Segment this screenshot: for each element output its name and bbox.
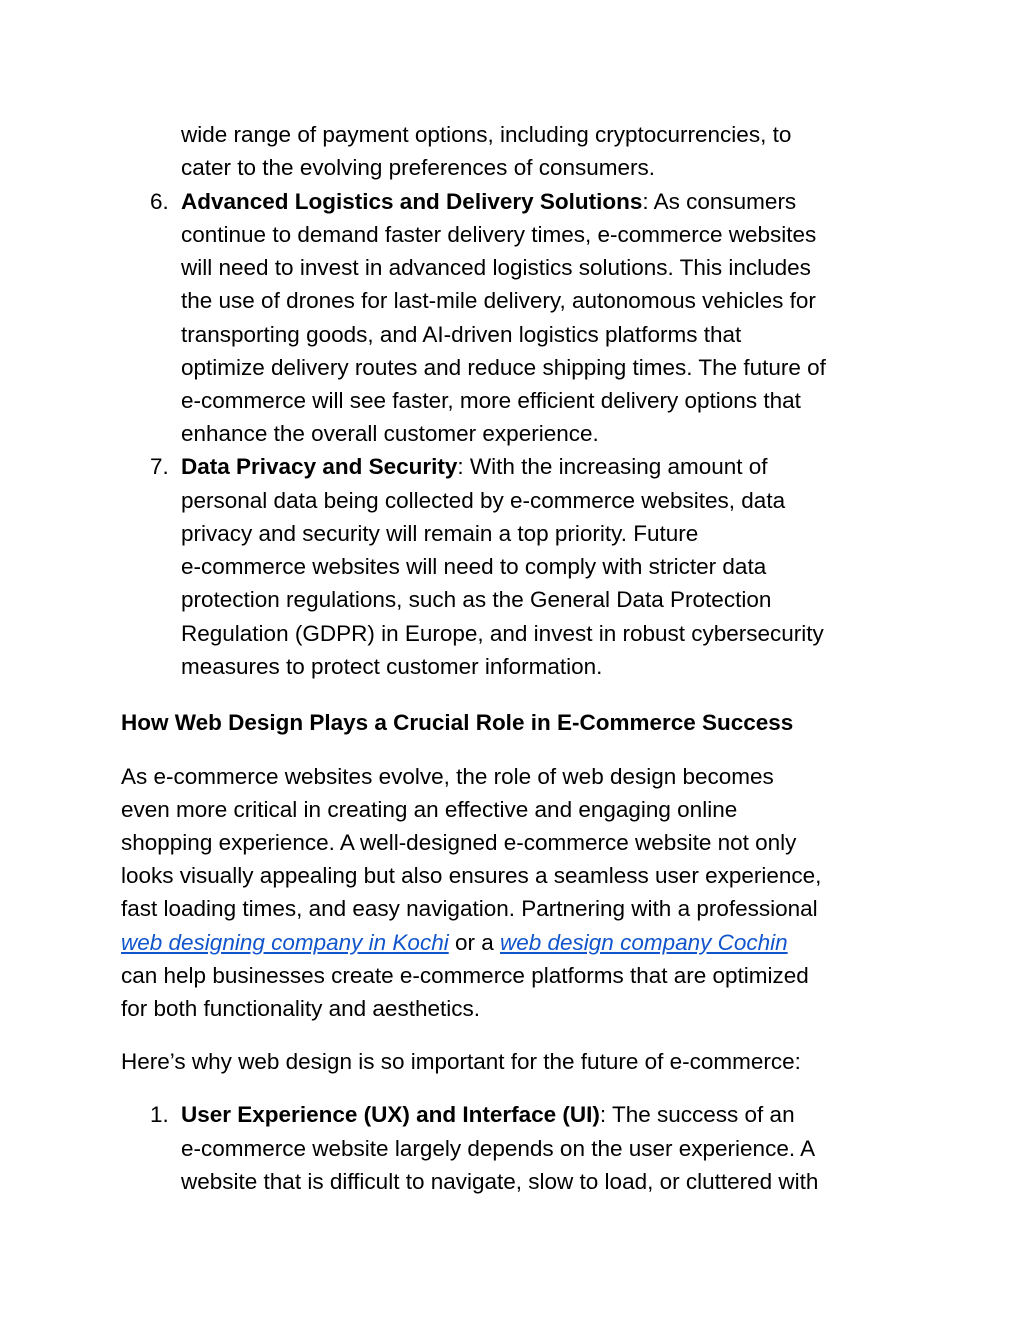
list-item-text: enhance the overall customer experience. bbox=[181, 421, 599, 446]
paragraph-line: fast loading times, and easy navigation. Partnering with a professional bbox=[121, 896, 818, 921]
list-item-text: personal data being collected by e-commerce websites, data bbox=[181, 488, 786, 513]
list-item-text: continue to demand faster delivery times, e-commerce websites bbox=[181, 222, 817, 247]
list-item-text: measures to protect customer information. bbox=[181, 654, 603, 679]
paragraph-line: for both functionality and aesthetics. bbox=[121, 996, 480, 1021]
list-item-text: e-commerce will see faster, more efficient delivery options that bbox=[181, 388, 801, 413]
list-item-text: Regulation (GDPR) in Europe, and invest in robust cybersecurity bbox=[181, 621, 824, 646]
web-design-company-cochin-link[interactable]: web design company Cochin bbox=[499, 930, 788, 955]
paragraph-line: even more critical in creating an effective and engaging online bbox=[121, 797, 738, 822]
list-item-text: privacy and security will remain a top priority. Future bbox=[181, 521, 699, 546]
list-item-first-line bbox=[181, 185, 796, 218]
paragraph-line: shopping experience. A well-designed e-commerce website not only bbox=[121, 830, 797, 855]
list-item-text: the use of drones for last-mile delivery, autonomous vehicles for bbox=[181, 288, 816, 313]
paragraph-text: or a bbox=[448, 930, 500, 955]
list-item-number: 1. bbox=[150, 1102, 169, 1127]
list-item-continuation: cater to the evolving preferences of consumers. bbox=[181, 155, 655, 180]
paragraph-line: can help businesses create e-commerce platforms that are optimized bbox=[121, 963, 809, 988]
list-item-text: e-commerce websites will need to comply with stricter data bbox=[181, 554, 767, 579]
paragraph-line: As e-commerce websites evolve, the role of web design becomes bbox=[121, 764, 774, 789]
list-item-text: website that is difficult to navigate, slow to load, or cluttered with bbox=[181, 1169, 819, 1194]
list-item-text: : With the increasing amount of bbox=[457, 454, 768, 479]
list-item-number: 7. bbox=[150, 454, 169, 479]
list-item-text: : As consumers bbox=[642, 189, 797, 214]
list-item-first-line bbox=[181, 450, 768, 483]
list-item-text: optimize delivery routes and reduce shipping times. The future of bbox=[181, 355, 826, 380]
paragraph-line-links bbox=[121, 926, 788, 959]
list-item-first-line bbox=[181, 1098, 795, 1131]
paragraph-line: looks visually appealing but also ensures a seamless user experience, bbox=[121, 863, 822, 888]
list-item-title: Advanced Logistics and Delivery Solutions bbox=[181, 189, 643, 214]
list-item-title: User Experience (UX) and Interface (UI) bbox=[181, 1102, 600, 1127]
list-item-text: e-commerce website largely depends on the user experience. A bbox=[181, 1136, 816, 1161]
list-item-continuation: wide range of payment options, including cryptocurrencies, to bbox=[181, 122, 792, 147]
list-intro: Here’s why web design is so important for the future of e-commerce: bbox=[121, 1049, 801, 1074]
list-item-text: will need to invest in advanced logistics solutions. This includes bbox=[181, 255, 811, 280]
list-item-number: 6. bbox=[150, 189, 169, 214]
web-designing-company-kochi-link[interactable]: web designing company in Kochi bbox=[121, 930, 449, 955]
list-item-text: transporting goods, and AI-driven logistics platforms that bbox=[181, 322, 742, 347]
section-heading: How Web Design Plays a Crucial Role in E-Commerce Success bbox=[121, 710, 794, 735]
list-item-text: : The success of an bbox=[599, 1102, 795, 1127]
list-item-title: Data Privacy and Security bbox=[181, 454, 458, 479]
list-item-text: protection regulations, such as the General Data Protection bbox=[181, 587, 772, 612]
